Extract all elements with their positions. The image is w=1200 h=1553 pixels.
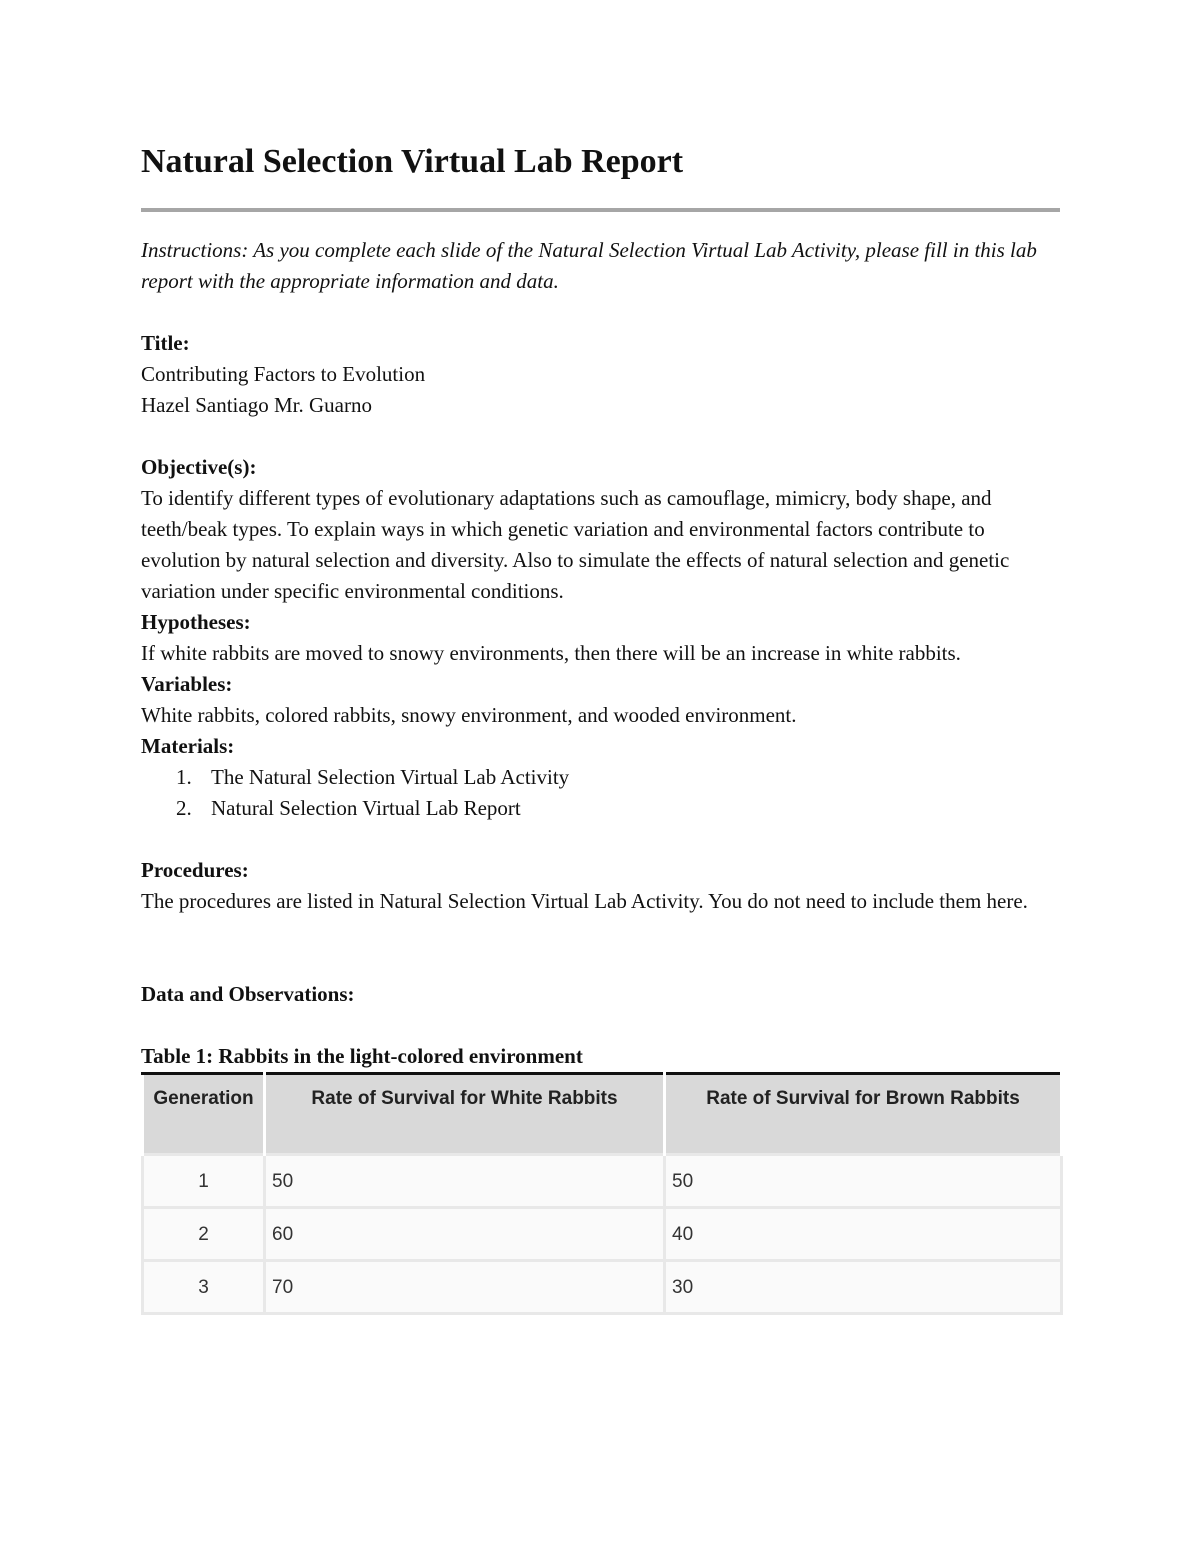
list-number: 1. [176, 765, 192, 789]
table-row [143, 1208, 1062, 1261]
cell-white-survival: 60 [265, 1208, 665, 1261]
title-divider [141, 208, 1060, 212]
objectives-label: Objective(s): [141, 455, 257, 479]
variables-label: Variables: [141, 672, 233, 696]
materials-list [141, 762, 1060, 824]
procedures-text: The procedures are listed in Natural Selection Virtual Lab Activity. You do not need to include them here. [141, 889, 1028, 913]
cell-white-survival: 70 [265, 1261, 665, 1314]
author-line: Hazel Santiago Mr. Guarno [141, 393, 372, 417]
instructions-text: Instructions: As you complete each slide of the Natural Selection Virtual Lab Activity, please fill in this lab report with the appropriate information and data. [141, 238, 1037, 293]
spacer [141, 421, 1060, 452]
data-observations-label: Data and Observations: [141, 982, 355, 1006]
column-header-generation: Generation [143, 1074, 265, 1155]
variables-text: White rabbits, colored rabbits, snowy environment, and wooded environment. [141, 703, 797, 727]
list-item-text: The Natural Selection Virtual Lab Activity [211, 765, 570, 789]
column-header-brown-rabbits: Rate of Survival for Brown Rabbits [665, 1074, 1062, 1155]
materials-label: Materials: [141, 734, 235, 758]
objectives-text: To identify different types of evolutionary adaptations such as camouflage, mimicry, body shape, and teeth/beak types. To explain ways in which genetic variation and environmental factors contribute to evolution by natural selection and diversity. Also to simulate the effects of natural selection and genetic variation under specific environmental conditions. [141, 486, 1010, 603]
table-row [143, 1261, 1062, 1314]
list-item-text: Natural Selection Virtual Lab Report [211, 796, 521, 820]
procedures-label: Procedures: [141, 858, 249, 882]
cell-generation: 3 [143, 1261, 265, 1314]
cell-generation: 1 [143, 1155, 265, 1208]
spacer [141, 824, 1060, 855]
hypotheses-text: If white rabbits are moved to snowy environments, then there will be an increase in white rabbits. [141, 641, 961, 665]
cell-brown-survival: 50 [665, 1155, 1062, 1208]
document-body [141, 235, 1060, 1315]
title-label: Title: [141, 331, 190, 355]
cell-white-survival: 50 [265, 1155, 665, 1208]
column-header-white-rabbits: Rate of Survival for White Rabbits [265, 1074, 665, 1155]
cell-brown-survival: 40 [665, 1208, 1062, 1261]
list-item [141, 793, 1060, 824]
list-item [141, 762, 1060, 793]
hypotheses-label: Hypotheses: [141, 610, 251, 634]
table-header-row [143, 1074, 1062, 1155]
cell-brown-survival: 30 [665, 1261, 1062, 1314]
report-title-line: Contributing Factors to Evolution [141, 362, 426, 386]
spacer [141, 917, 1060, 979]
spacer [141, 1010, 1060, 1041]
survival-table [141, 1072, 1063, 1315]
cell-generation: 2 [143, 1208, 265, 1261]
document-title: Natural Selection Virtual Lab Report [141, 143, 684, 180]
list-number: 2. [176, 796, 192, 820]
table-row [143, 1155, 1062, 1208]
table-title: Table 1: Rabbits in the light-colored environment [141, 1044, 583, 1068]
